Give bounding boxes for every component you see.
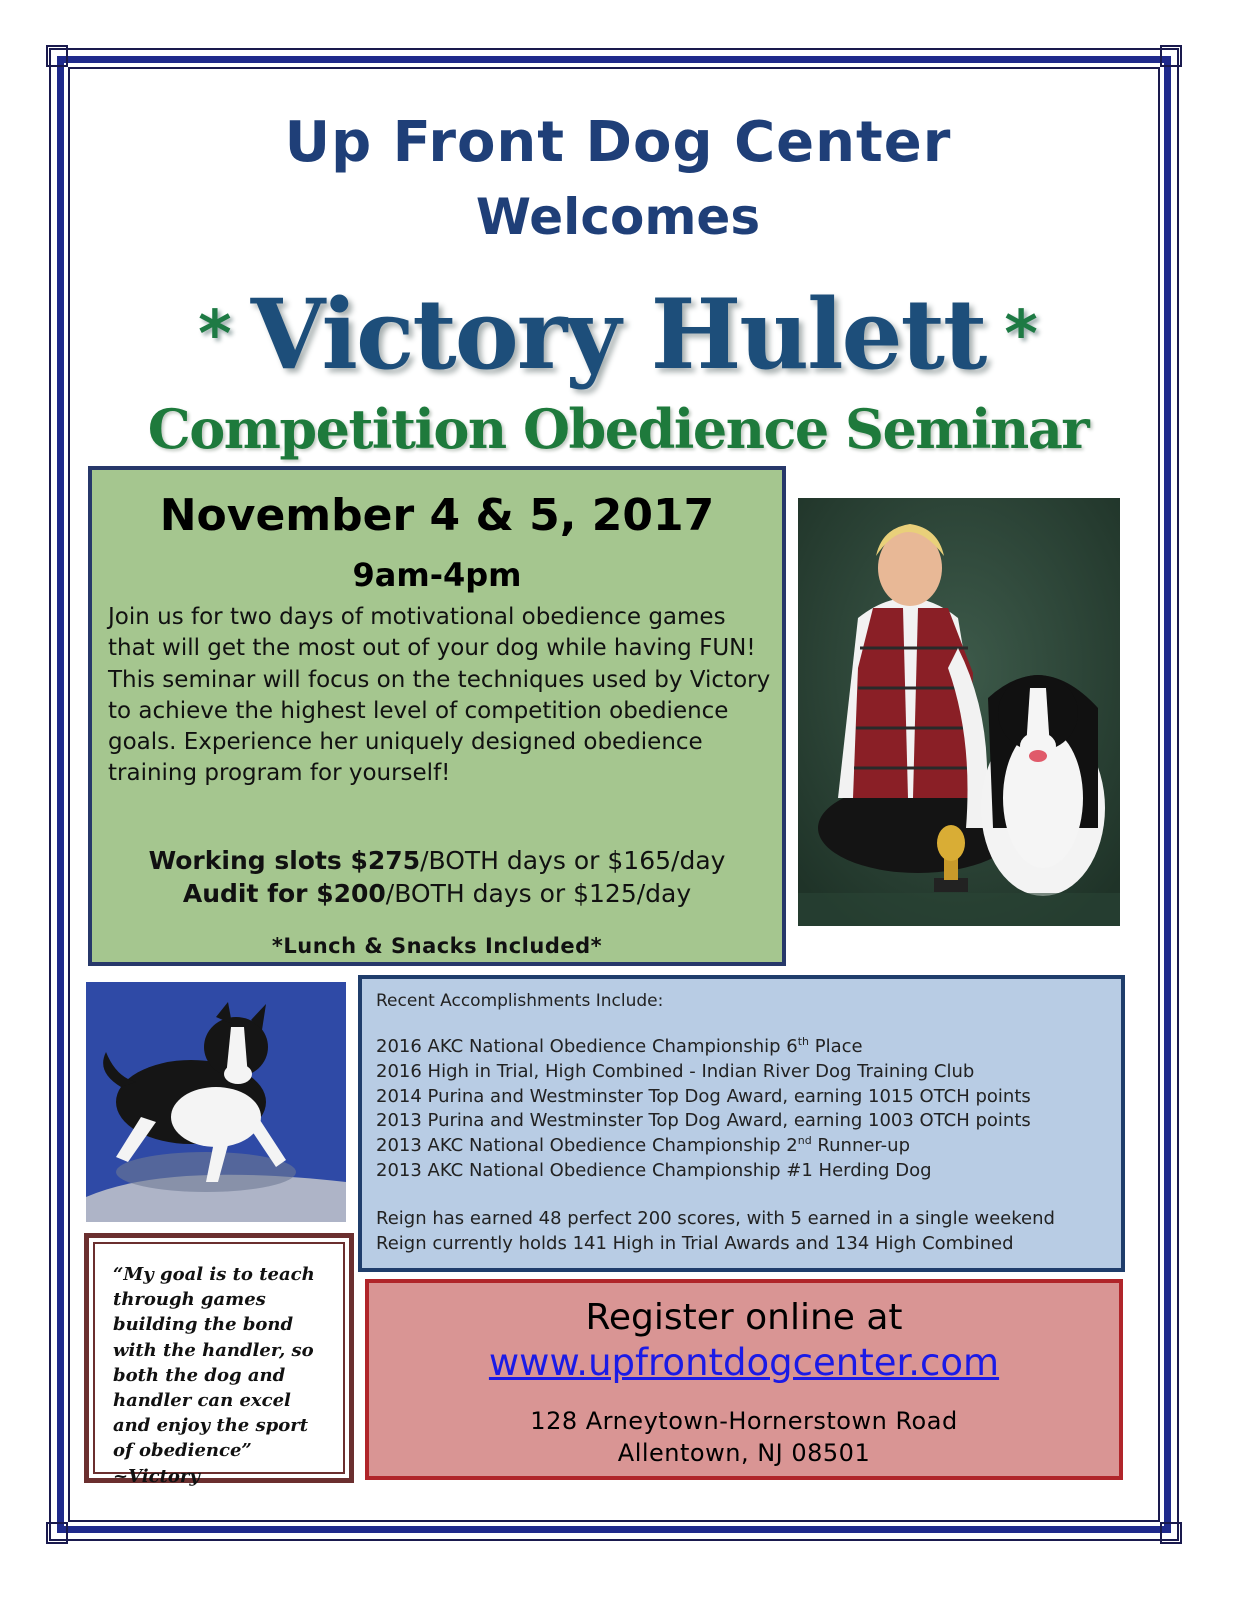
speaker-photo bbox=[798, 498, 1120, 926]
accomplishments-title: Recent Accomplishments Include: bbox=[376, 991, 664, 1011]
left-asterisk-mark: * bbox=[198, 297, 232, 372]
running-dog-illustration bbox=[86, 982, 346, 1222]
header-welcomes: Welcomes bbox=[475, 188, 761, 246]
lunch-included-note: *Lunch & Snacks Included* bbox=[271, 934, 603, 958]
speaker-name: Victory Hulett bbox=[250, 278, 986, 391]
accomplishment-item: 2013 AKC National Obedience Championship 2nd Runner-up bbox=[376, 1134, 910, 1157]
right-asterisk-mark: * bbox=[1004, 297, 1038, 372]
audit-price-detail: /BOTH days or $125/day bbox=[385, 879, 692, 908]
reign-stat-line: Reign currently holds 141 High in Trial Awards and 134 High Combined bbox=[376, 1232, 1014, 1254]
speaker-title-row bbox=[0, 278, 1236, 391]
corner-ornament-top-right bbox=[1160, 45, 1182, 67]
working-price-detail: /BOTH days or $165/day bbox=[420, 846, 726, 875]
accomplishment-item: 2016 High in Trial, High Combined - Indian River Dog Training Club bbox=[376, 1060, 975, 1082]
working-price-label: Working slots $275 bbox=[148, 846, 421, 875]
audit-price-label: Audit for $200 bbox=[182, 879, 386, 908]
working-price bbox=[92, 846, 782, 875]
victory-quote: “My goal is to teach through games building the bond with the handler, so both the dog and handler can excel and enjoy the sport of obedience” ~Victory bbox=[113, 1264, 315, 1487]
accomplishment-item: 2013 AKC National Obedience Championship #1 Herding Dog bbox=[376, 1159, 932, 1181]
quote-box bbox=[84, 1233, 354, 1487]
corner-ornament-top-left bbox=[46, 45, 68, 67]
address-city: Allentown, NJ 08501 bbox=[617, 1439, 871, 1467]
accomplishments-box bbox=[358, 975, 1125, 1272]
header-center-name: Up Front Dog Center bbox=[284, 110, 952, 175]
corner-ornament-bottom-left bbox=[46, 1522, 68, 1544]
register-title: Register online at bbox=[585, 1297, 903, 1338]
accomplishment-item: 2014 Purina and Westminster Top Dog Award, earning 1015 OTCH points bbox=[376, 1085, 1031, 1107]
event-date: November 4 & 5, 2017 bbox=[159, 490, 715, 541]
reign-stat-line: Reign has earned 48 perfect 200 scores, with 5 earned in a single weekend bbox=[376, 1208, 1055, 1229]
event-info-box bbox=[88, 466, 786, 966]
accomplishment-item: 2016 AKC National Obedience Championship 6th Place bbox=[376, 1035, 863, 1057]
accomplishments-list bbox=[376, 1035, 1116, 1184]
register-box bbox=[365, 1279, 1123, 1480]
running-dog-photo bbox=[86, 982, 346, 1222]
reign-stats bbox=[376, 1207, 1116, 1257]
corner-ornament-bottom-right bbox=[1160, 1522, 1182, 1544]
event-description: Join us for two days of motivational obedience games that will get the most out of your dog while having FUN! This seminar will focus on the techniques used by Victory to achieve the highest level of competition obedience goals. Experience her uniquely designed obedience training program for yourself! bbox=[108, 604, 771, 787]
audit-price bbox=[92, 879, 782, 908]
register-website-link[interactable]: www.upfrontdogcenter.com bbox=[488, 1341, 1000, 1384]
accomplishment-item: 2013 Purina and Westminster Top Dog Award, earning 1003 OTCH points bbox=[376, 1110, 1031, 1132]
seminar-subtitle: Competition Obedience Seminar bbox=[147, 397, 1089, 461]
speaker-photo-illustration bbox=[798, 498, 1120, 926]
address-street: 128 Arneytown-Hornerstown Road bbox=[530, 1407, 958, 1435]
event-time: 9am-4pm bbox=[352, 556, 522, 594]
